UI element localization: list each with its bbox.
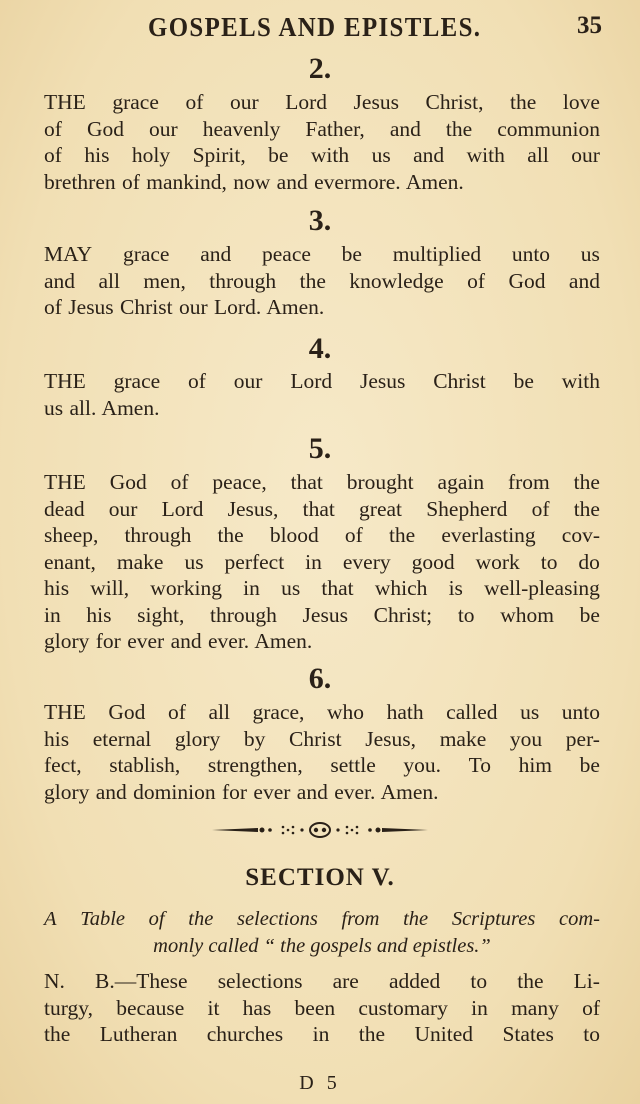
text-line: sheep, through the blood of the everlasting cov- (44, 523, 600, 547)
text-line: his eternal glory by Christ Jesus, make you per- (44, 726, 600, 751)
section-caption (44, 906, 600, 960)
text-line: N. B.—These selections are added to the Li- (44, 969, 600, 993)
text-line: THE God of all grace, who hath called us unto (44, 700, 600, 724)
text-line: turgy, because it has been customary in many of (44, 995, 600, 1020)
prayer-number: 2. (308, 52, 332, 85)
ornament-divider-icon (0, 818, 640, 842)
text-line: us all. Amen. (44, 395, 160, 420)
text-line: of his holy Spirit, be with us and with all our (44, 143, 600, 167)
text-line: THE grace of our Lord Jesus Christ, the love (44, 90, 600, 114)
page-number: 35 (577, 12, 602, 39)
text-line: dead our Lord Jesus, that great Shepherd of the (44, 496, 600, 521)
page-header (0, 8, 640, 44)
text-line: glory and dominion for ever and ever. Amen. (44, 779, 439, 804)
signature-mark: D 5 (299, 1072, 341, 1094)
section-note (44, 968, 600, 1048)
text-line: of God our heavenly Father, and the communion (44, 116, 600, 141)
prayer-number: 3. (308, 204, 332, 237)
prayer-text (44, 699, 600, 805)
prayer-number: 4. (308, 332, 332, 365)
prayer-text (44, 89, 600, 195)
caption-line: A Table of the selections from the Scriptures com- (44, 908, 600, 930)
text-line: MAY grace and peace be multiplied unto us (44, 242, 600, 266)
text-line: THE God of peace, that brought again from the (44, 470, 600, 494)
prayer-text (44, 469, 600, 655)
text-line: in his sight, through Jesus Christ; to whom be (44, 602, 600, 627)
prayer-text (44, 368, 600, 421)
running-title: GOSPELS AND EPISTLES. (148, 12, 482, 42)
prayer-number: 5. (308, 432, 332, 465)
text-line: and all men, through the knowledge of God and (44, 268, 600, 293)
text-line: glory for ever and ever. Amen. (44, 629, 313, 653)
text-line: THE grace of our Lord Jesus Christ be with (44, 369, 600, 393)
prayer-number: 6. (308, 662, 332, 695)
caption-line: monly called “ the gospels and epistles.” (153, 935, 491, 957)
prayer-text (44, 241, 600, 321)
text-line: his will, working in us that which is well-pleasing (44, 576, 600, 600)
text-line: enant, make us perfect in every good work to do (44, 549, 600, 574)
text-line: brethren of mankind, now and evermore. Amen. (44, 169, 464, 194)
section-heading: SECTION V. (245, 864, 395, 891)
text-line: of Jesus Christ our Lord. Amen. (44, 295, 325, 319)
text-line: the Lutheran churches in the United States to (44, 1022, 600, 1046)
text-line: fect, stablish, strengthen, settle you. To him be (44, 753, 600, 777)
